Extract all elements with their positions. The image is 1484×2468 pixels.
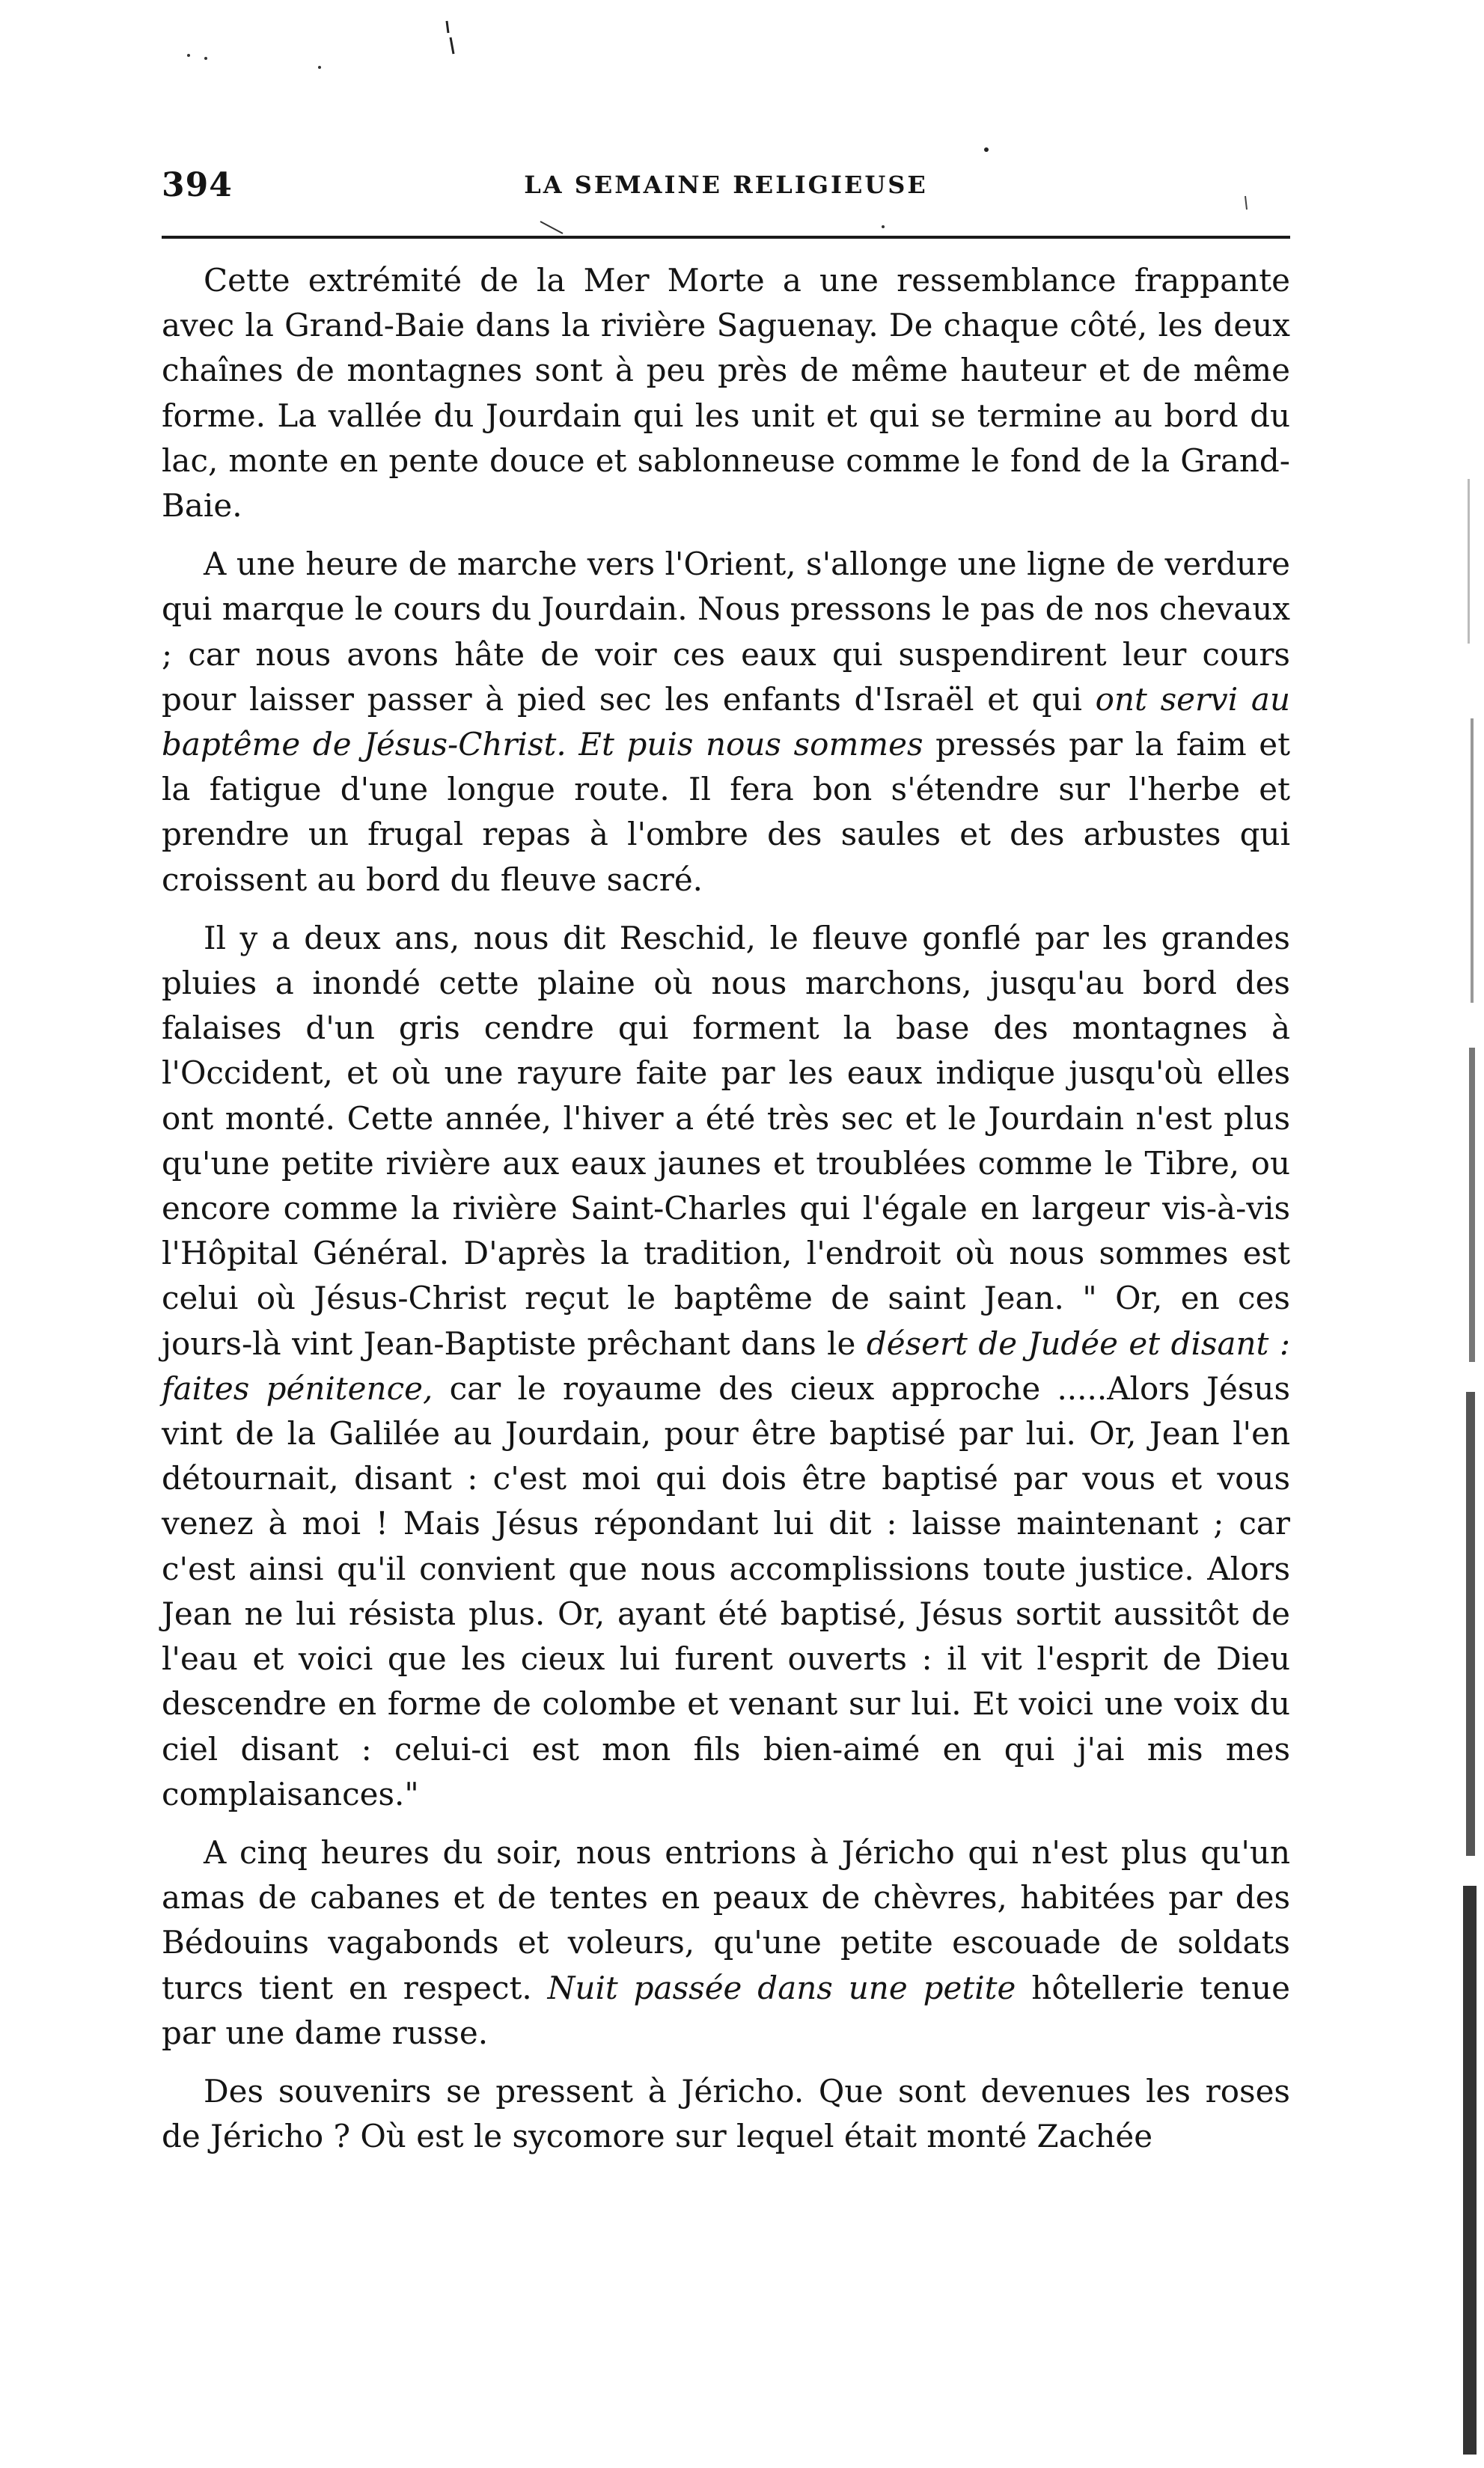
scan-edge-noise (1454, 479, 1484, 2455)
paragraph-3-text-b: car le royaume des cieux approche .....Alors Jésus vint de la Galilée au Jourdain, pour être baptisé par lui. Or, Jean l'en détournait, disant : c'est moi qui dois être baptisé par vous et vous venez à moi ! Mais Jésus répondant lui dit : laisse maintenant ; car c'est ainsi qu'il convient que nous accomplissions toute justice. Alors Jean ne lui résista plus. Or, ayant été baptisé, Jésus sortit aussitôt de l'eau et voici que les cieux lui furent ouverts : il vit l'esprit de Dieu descendre en forme de colombe et venant sur lui. Et voici une voix du ciel disant : celui-ci est mon fils bien-aimé en qui j'ai mis mes complaisances." (162, 1369, 1290, 1812)
paragraph-2-text-a: A une heure de marche vers l'Orient, s'allonge une ligne de verdure qui marque le cours du Jourdain. Nous pressons le pas de nos chevaux ; car nous avons hâte de voir ces eaux qui suspendirent leur cours pour laisser passer à pied sec les enfants d'Israël et qui (162, 546, 1290, 718)
paragraph-4-italic: Nuit passée dans une petite (547, 1969, 1016, 2006)
paragraph-5: Des souvenirs se pressent à Jéricho. Que sont devenues les roses de Jéricho ? Où est le sycomore sur lequel était monté Zachée (162, 2072, 1290, 2155)
scan-specks (0, 0, 1484, 239)
paragraph-1: Cette extrémité de la Mer Morte a une ressemblance frappante avec la Grand-Baie dans la rivière Saguenay. De chaque côté, les deux chaînes de montagnes sont à peu près de même hauteur et de même forme. La vallée du Jourdain qui les unit et qui se termine au bord du lac, monte en pente douce et sablonneuse comme le fond de la Grand-Baie. (162, 262, 1290, 525)
paragraph-2 (162, 542, 1290, 902)
paragraph-3-text-a: Il y a deux ans, nous dit Reschid, le fleuve gonflé par les grandes pluies a inondé cette plaine où nous marchons, jusqu'au bord des falaises d'un gris cendre qui forment la base des montagnes à l'Occident, et où une rayure faite par les eaux indique jusqu'où elles ont monté. Cette année, l'hiver a été très sec et le Jourdain n'est plus qu'une petite rivière aux eaux jaunes et troublées comme le Tibre, ou encore comme la rivière Saint-Charles qui l'égale en largeur vis-à-vis l'Hôpital Général. D'après la tradition, l'endroit où nous sommes est celui où Jésus-Christ reçut le baptême de saint Jean. " Or, en ces jours-là vint Jean-Baptiste prêchant dans le (162, 919, 1290, 1362)
paragraph-3-italic: désert de Judée et disant : faites pénitence, (162, 1325, 1290, 1407)
paragraph-4-text-b: hôtellerie tenue par une dame russe. (162, 1969, 1291, 2051)
paragraph-3 (162, 916, 1290, 1817)
running-title: LA SEMAINE RELIGIEUSE (524, 171, 928, 199)
page-number: 394 (162, 166, 233, 204)
paragraph-4-text-a: A cinq heures du soir, nous entrions à Jéricho qui n'est plus qu'un amas de cabanes et de tentes en peaux de chèvres, habitées par des Bédouins vagabonds et voleurs, qu'une petite escouade de soldats turcs tient en respect. (162, 1833, 1290, 2006)
paragraph-2-italic: ont servi au baptême de Jésus-Christ. Et puis nous sommes (162, 680, 1290, 763)
paragraph-4 (162, 1830, 1290, 2056)
paragraph-2-text-b: pressés par la faim et la fatigue d'une longue route. Il fera bon s'étendre sur l'herbe et prendre un frugal repas à l'ombre des saules et des arbustes qui croissent au bord du fleuve sacré. (162, 726, 1291, 898)
body-text (162, 258, 1290, 2172)
